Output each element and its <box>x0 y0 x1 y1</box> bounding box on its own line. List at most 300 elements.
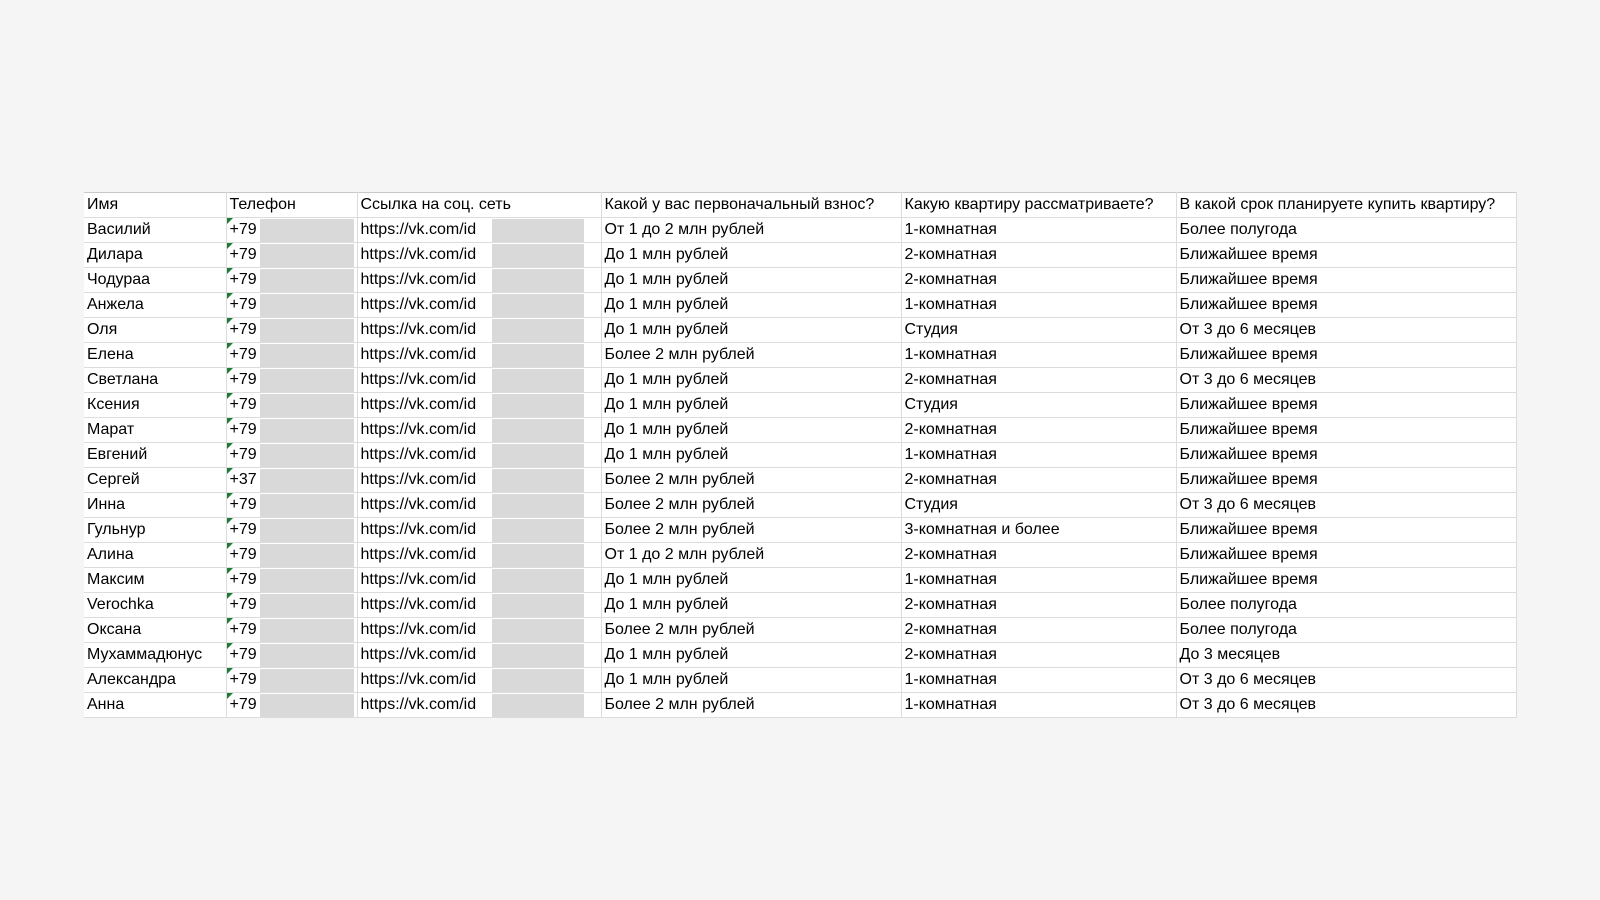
cell-name[interactable] <box>84 218 226 243</box>
cell-apartment-type-value: 3-комнатная и более <box>904 521 1060 538</box>
cell-social-link-value: https://vk.com/id <box>360 296 477 313</box>
cell-phone[interactable] <box>226 368 357 393</box>
cell-social-link[interactable] <box>357 343 601 368</box>
cell-social-link[interactable] <box>357 293 601 318</box>
cell-apartment-type[interactable] <box>901 693 1176 718</box>
cell-phone-value: +79 <box>229 671 257 688</box>
redaction-mask <box>260 494 354 517</box>
cell-down-payment[interactable] <box>601 443 901 468</box>
cell-down-payment[interactable] <box>601 318 901 343</box>
cell-purchase-term-value: Ближайшее время <box>1179 471 1318 488</box>
cell-down-payment-value: До 1 млн рублей <box>604 296 729 313</box>
header-phone[interactable]: Телефон <box>226 193 357 218</box>
cell-down-payment-value: Более 2 млн рублей <box>604 696 755 713</box>
cell-apartment-type-value: Студия <box>904 496 958 513</box>
cell-purchase-term[interactable] <box>1176 568 1516 593</box>
cell-purchase-term-value: Ближайшее время <box>1179 421 1318 438</box>
cell-name[interactable] <box>84 343 226 368</box>
cell-phone[interactable] <box>226 568 357 593</box>
cell-phone-value: +79 <box>229 521 257 538</box>
cell-social-link[interactable] <box>357 318 601 343</box>
cell-social-link-value: https://vk.com/id <box>360 221 477 238</box>
cell-social-link[interactable] <box>357 418 601 443</box>
cell-name-value: Инна <box>87 496 126 513</box>
cell-purchase-term-value: До 3 месяцев <box>1179 646 1281 663</box>
cell-social-link-value: https://vk.com/id <box>360 671 477 688</box>
redaction-mask <box>492 544 584 567</box>
cell-purchase-term-value: Более полугода <box>1179 596 1297 613</box>
redaction-mask <box>260 269 354 292</box>
cell-name-value: Оксана <box>87 621 142 638</box>
redaction-mask <box>260 519 354 542</box>
cell-apartment-type[interactable] <box>901 368 1176 393</box>
cell-apartment-type[interactable] <box>901 618 1176 643</box>
cell-purchase-term-value: Ближайшее время <box>1179 546 1318 563</box>
cell-down-payment[interactable] <box>601 393 901 418</box>
redaction-mask <box>260 669 354 692</box>
cell-social-link-value: https://vk.com/id <box>360 646 477 663</box>
cell-apartment-type-value: 1-комнатная <box>904 446 997 463</box>
cell-down-payment[interactable] <box>601 493 901 518</box>
cell-purchase-term-value: Ближайшее время <box>1179 446 1318 463</box>
table-row <box>84 418 1516 443</box>
cell-down-payment[interactable] <box>601 418 901 443</box>
cell-down-payment-value: До 1 млн рублей <box>604 371 729 388</box>
cell-purchase-term[interactable] <box>1176 418 1516 443</box>
cell-purchase-term[interactable] <box>1176 618 1516 643</box>
cell-name[interactable] <box>84 393 226 418</box>
cell-social-link[interactable] <box>357 643 601 668</box>
redaction-mask <box>260 244 354 267</box>
cell-phone[interactable] <box>226 493 357 518</box>
cell-phone[interactable] <box>226 443 357 468</box>
cell-phone[interactable] <box>226 618 357 643</box>
cell-social-link[interactable] <box>357 218 601 243</box>
cell-purchase-term[interactable] <box>1176 468 1516 493</box>
cell-down-payment[interactable] <box>601 293 901 318</box>
cell-social-link-value: https://vk.com/id <box>360 596 477 613</box>
cell-purchase-term[interactable] <box>1176 693 1516 718</box>
cell-apartment-type-value: 2-комнатная <box>904 621 997 638</box>
cell-social-link[interactable] <box>357 618 601 643</box>
cell-phone-value: +79 <box>229 221 257 238</box>
cell-phone-value: +79 <box>229 246 257 263</box>
cell-name[interactable] <box>84 518 226 543</box>
cell-purchase-term-value: От 3 до 6 месяцев <box>1179 371 1317 388</box>
redaction-mask <box>260 419 354 442</box>
cell-purchase-term[interactable] <box>1176 493 1516 518</box>
redaction-mask <box>260 594 354 617</box>
cell-apartment-type[interactable] <box>901 443 1176 468</box>
cell-down-payment[interactable] <box>601 518 901 543</box>
table-row <box>84 593 1516 618</box>
cell-purchase-term-value: От 3 до 6 месяцев <box>1179 696 1317 713</box>
cell-purchase-term[interactable] <box>1176 393 1516 418</box>
cell-apartment-type[interactable] <box>901 643 1176 668</box>
table-row <box>84 243 1516 268</box>
cell-purchase-term[interactable] <box>1176 268 1516 293</box>
cell-down-payment-value: Более 2 млн рублей <box>604 346 755 363</box>
cell-down-payment[interactable] <box>601 468 901 493</box>
header-purchase-term[interactable]: В какой срок планируете купить квартиру? <box>1176 193 1516 218</box>
cell-purchase-term[interactable] <box>1176 518 1516 543</box>
table-row <box>84 218 1516 243</box>
cell-phone-value: +79 <box>229 571 257 588</box>
cell-apartment-type-value: 2-комнатная <box>904 471 997 488</box>
cell-purchase-term-value: От 3 до 6 месяцев <box>1179 321 1317 338</box>
cell-apartment-type[interactable] <box>901 668 1176 693</box>
cell-purchase-term[interactable] <box>1176 368 1516 393</box>
header-social-link[interactable]: Ссылка на соц. сеть <box>357 193 601 218</box>
cell-purchase-term[interactable] <box>1176 593 1516 618</box>
cell-down-payment[interactable] <box>601 693 901 718</box>
cell-social-link[interactable] <box>357 543 601 568</box>
cell-down-payment-value: Более 2 млн рублей <box>604 621 755 638</box>
cell-social-link-value: https://vk.com/id <box>360 371 477 388</box>
table-row <box>84 693 1516 718</box>
cell-purchase-term[interactable] <box>1176 243 1516 268</box>
cell-name-value: Мухаммадюнус <box>87 646 203 663</box>
redaction-mask <box>492 244 584 267</box>
cell-name[interactable] <box>84 543 226 568</box>
cell-purchase-term[interactable] <box>1176 668 1516 693</box>
cell-purchase-term[interactable] <box>1176 443 1516 468</box>
cell-apartment-type-value: 2-комнатная <box>904 646 997 663</box>
redaction-mask <box>492 619 584 642</box>
cell-social-link[interactable] <box>357 668 601 693</box>
cell-apartment-type-value: 1-комнатная <box>904 296 997 313</box>
cell-purchase-term-value: От 3 до 6 месяцев <box>1179 496 1317 513</box>
cell-name[interactable] <box>84 418 226 443</box>
cell-apartment-type-value: 2-комнатная <box>904 596 997 613</box>
cell-phone-value: +79 <box>229 696 257 713</box>
cell-down-payment-value: До 1 млн рублей <box>604 596 729 613</box>
redaction-mask <box>492 269 584 292</box>
redaction-mask <box>260 694 354 717</box>
cell-purchase-term-value: Ближайшее время <box>1179 246 1318 263</box>
cell-phone[interactable] <box>226 418 357 443</box>
redaction-mask <box>260 444 354 467</box>
cell-apartment-type-value: 2-комнатная <box>904 546 997 563</box>
cell-social-link[interactable] <box>357 393 601 418</box>
cell-name[interactable] <box>84 318 226 343</box>
cell-social-link-value: https://vk.com/id <box>360 471 477 488</box>
redaction-mask <box>260 394 354 417</box>
cell-down-payment-value: От 1 до 2 млн рублей <box>604 221 765 238</box>
cell-down-payment[interactable] <box>601 568 901 593</box>
cell-phone-value: +79 <box>229 446 257 463</box>
cell-name[interactable] <box>84 293 226 318</box>
cell-purchase-term[interactable] <box>1176 218 1516 243</box>
redaction-mask <box>260 469 354 492</box>
table-row <box>84 493 1516 518</box>
cell-social-link-value: https://vk.com/id <box>360 321 477 338</box>
header-apartment-type[interactable]: Какую квартиру рассматриваете? <box>901 193 1176 218</box>
cell-social-link[interactable] <box>357 468 601 493</box>
redaction-mask <box>260 344 354 367</box>
cell-apartment-type[interactable] <box>901 343 1176 368</box>
redaction-mask <box>492 594 584 617</box>
cell-name[interactable] <box>84 468 226 493</box>
cell-purchase-term[interactable] <box>1176 343 1516 368</box>
cell-phone[interactable] <box>226 543 357 568</box>
cell-apartment-type-value: 1-комнатная <box>904 346 997 363</box>
cell-name[interactable] <box>84 668 226 693</box>
cell-down-payment-value: От 1 до 2 млн рублей <box>604 546 765 563</box>
cell-social-link[interactable] <box>357 243 601 268</box>
cell-social-link-value: https://vk.com/id <box>360 421 477 438</box>
cell-social-link[interactable] <box>357 568 601 593</box>
redaction-mask <box>260 569 354 592</box>
cell-apartment-type[interactable] <box>901 393 1176 418</box>
cell-social-link[interactable] <box>357 443 601 468</box>
cell-phone[interactable] <box>226 243 357 268</box>
redaction-mask <box>260 644 354 667</box>
cell-name-value: Дилара <box>87 246 143 263</box>
redaction-mask <box>492 519 584 542</box>
table-row <box>84 618 1516 643</box>
cell-purchase-term-value: Ближайшее время <box>1179 296 1318 313</box>
spreadsheet <box>84 192 1516 718</box>
cell-apartment-type-value: 1-комнатная <box>904 696 997 713</box>
cell-apartment-type[interactable] <box>901 493 1176 518</box>
cell-phone-value: +79 <box>229 421 257 438</box>
cell-down-payment[interactable] <box>601 668 901 693</box>
cell-phone[interactable] <box>226 393 357 418</box>
cell-down-payment[interactable] <box>601 243 901 268</box>
cell-social-link[interactable] <box>357 268 601 293</box>
cell-apartment-type[interactable] <box>901 593 1176 618</box>
cell-purchase-term-value: Ближайшее время <box>1179 346 1318 363</box>
cell-name[interactable] <box>84 243 226 268</box>
cell-apartment-type[interactable] <box>901 518 1176 543</box>
redaction-mask <box>492 569 584 592</box>
cell-phone[interactable] <box>226 218 357 243</box>
table-row <box>84 293 1516 318</box>
cell-down-payment-value: До 1 млн рублей <box>604 671 729 688</box>
cell-apartment-type[interactable] <box>901 568 1176 593</box>
cell-phone-value: +79 <box>229 546 257 563</box>
cell-down-payment[interactable] <box>601 543 901 568</box>
cell-down-payment[interactable] <box>601 643 901 668</box>
cell-social-link-value: https://vk.com/id <box>360 571 477 588</box>
cell-social-link-value: https://vk.com/id <box>360 621 477 638</box>
cell-social-link[interactable] <box>357 593 601 618</box>
cell-apartment-type-value: 2-комнатная <box>904 371 997 388</box>
cell-purchase-term-value: Более полугода <box>1179 221 1297 238</box>
cell-social-link[interactable] <box>357 518 601 543</box>
cell-purchase-term[interactable] <box>1176 543 1516 568</box>
cell-down-payment-value: До 1 млн рублей <box>604 571 729 588</box>
cell-down-payment[interactable] <box>601 618 901 643</box>
redaction-mask <box>492 419 584 442</box>
cell-purchase-term[interactable] <box>1176 643 1516 668</box>
table-row <box>84 343 1516 368</box>
cell-name-value: Александра <box>87 671 176 688</box>
cell-purchase-term-value: Ближайшее время <box>1179 521 1318 538</box>
cell-purchase-term-value: Ближайшее время <box>1179 396 1318 413</box>
cell-apartment-type[interactable] <box>901 468 1176 493</box>
cell-purchase-term-value: Ближайшее время <box>1179 571 1318 588</box>
table-row <box>84 368 1516 393</box>
cell-apartment-type-value: 1-комнатная <box>904 221 997 238</box>
table-row <box>84 568 1516 593</box>
redaction-mask <box>260 544 354 567</box>
table-row <box>84 393 1516 418</box>
cell-name-value: Анна <box>87 696 125 713</box>
table-row <box>84 318 1516 343</box>
cell-social-link-value: https://vk.com/id <box>360 446 477 463</box>
cell-social-link[interactable] <box>357 693 601 718</box>
cell-name-value: Марат <box>87 421 135 438</box>
cell-down-payment[interactable] <box>601 268 901 293</box>
redaction-mask <box>492 219 584 242</box>
cell-down-payment-value: До 1 млн рублей <box>604 646 729 663</box>
cell-apartment-type-value: 2-комнатная <box>904 246 997 263</box>
cell-phone-value: +79 <box>229 496 257 513</box>
cell-down-payment[interactable] <box>601 218 901 243</box>
cell-name-value: Сергей <box>87 471 140 488</box>
cell-social-link-value: https://vk.com/id <box>360 546 477 563</box>
cell-phone[interactable] <box>226 268 357 293</box>
header-down-payment[interactable]: Какой у вас первоначальный взнос? <box>601 193 901 218</box>
cell-down-payment[interactable] <box>601 343 901 368</box>
cell-apartment-type[interactable] <box>901 243 1176 268</box>
header-name[interactable]: Имя <box>84 193 226 218</box>
cell-apartment-type[interactable] <box>901 268 1176 293</box>
cell-name[interactable] <box>84 693 226 718</box>
cell-apartment-type-value: Студия <box>904 321 958 338</box>
cell-apartment-type[interactable] <box>901 543 1176 568</box>
cell-social-link-value: https://vk.com/id <box>360 346 477 363</box>
leads-table <box>84 192 1517 718</box>
cell-name-value: Ксения <box>87 396 140 413</box>
redaction-mask <box>492 394 584 417</box>
cell-phone-value: +37 <box>229 471 257 488</box>
cell-name-value: Verochka <box>87 596 154 613</box>
cell-down-payment[interactable] <box>601 368 901 393</box>
cell-phone[interactable] <box>226 468 357 493</box>
cell-apartment-type[interactable] <box>901 318 1176 343</box>
cell-name[interactable] <box>84 268 226 293</box>
cell-phone[interactable] <box>226 593 357 618</box>
header-row <box>84 193 1516 218</box>
cell-purchase-term-value: От 3 до 6 месяцев <box>1179 671 1317 688</box>
cell-name-value: Евгений <box>87 446 148 463</box>
table-row <box>84 468 1516 493</box>
cell-phone-value: +79 <box>229 646 257 663</box>
cell-down-payment-value: До 1 млн рублей <box>604 396 729 413</box>
cell-social-link-value: https://vk.com/id <box>360 521 477 538</box>
cell-phone[interactable] <box>226 343 357 368</box>
redaction-mask <box>260 294 354 317</box>
cell-down-payment-value: Более 2 млн рублей <box>604 471 755 488</box>
cell-phone-value: +79 <box>229 396 257 413</box>
cell-down-payment-value: Более 2 млн рублей <box>604 496 755 513</box>
cell-down-payment-value: До 1 млн рублей <box>604 446 729 463</box>
cell-name[interactable] <box>84 618 226 643</box>
cell-down-payment-value: До 1 млн рублей <box>604 321 729 338</box>
cell-purchase-term-value: Более полугода <box>1179 621 1297 638</box>
cell-down-payment-value: До 1 млн рублей <box>604 246 729 263</box>
redaction-mask <box>492 669 584 692</box>
cell-apartment-type-value: 2-комнатная <box>904 421 997 438</box>
cell-social-link[interactable] <box>357 493 601 518</box>
cell-phone[interactable] <box>226 318 357 343</box>
redaction-mask <box>260 219 354 242</box>
cell-phone-value: +79 <box>229 596 257 613</box>
table-row <box>84 518 1516 543</box>
cell-purchase-term-value: Ближайшее время <box>1179 271 1318 288</box>
cell-phone[interactable] <box>226 693 357 718</box>
redaction-mask <box>492 444 584 467</box>
cell-social-link-value: https://vk.com/id <box>360 496 477 513</box>
cell-name-value: Светлана <box>87 371 159 388</box>
cell-apartment-type[interactable] <box>901 418 1176 443</box>
table-row <box>84 543 1516 568</box>
cell-down-payment[interactable] <box>601 593 901 618</box>
cell-purchase-term[interactable] <box>1176 318 1516 343</box>
cell-name-value: Анжела <box>87 296 144 313</box>
table-row <box>84 268 1516 293</box>
cell-phone[interactable] <box>226 293 357 318</box>
cell-phone-value: +79 <box>229 371 257 388</box>
cell-apartment-type[interactable] <box>901 218 1176 243</box>
cell-down-payment-value: До 1 млн рублей <box>604 421 729 438</box>
cell-name-value: Елена <box>87 346 134 363</box>
cell-name-value: Чодураа <box>87 271 151 288</box>
cell-phone-value: +79 <box>229 271 257 288</box>
cell-name[interactable] <box>84 493 226 518</box>
cell-social-link[interactable] <box>357 368 601 393</box>
redaction-mask <box>492 694 584 717</box>
cell-name[interactable] <box>84 443 226 468</box>
redaction-mask <box>492 469 584 492</box>
cell-apartment-type-value: 2-комнатная <box>904 271 997 288</box>
cell-name-value: Алина <box>87 546 134 563</box>
table-row <box>84 668 1516 693</box>
redaction-mask <box>492 369 584 392</box>
cell-down-payment-value: Более 2 млн рублей <box>604 521 755 538</box>
cell-name[interactable] <box>84 643 226 668</box>
cell-name-value: Максим <box>87 571 145 588</box>
redaction-mask <box>260 369 354 392</box>
cell-social-link-value: https://vk.com/id <box>360 271 477 288</box>
cell-name[interactable] <box>84 368 226 393</box>
redaction-mask <box>492 319 584 342</box>
cell-phone-value: +79 <box>229 621 257 638</box>
redaction-mask <box>492 644 584 667</box>
redaction-mask <box>492 494 584 517</box>
cell-phone[interactable] <box>226 518 357 543</box>
cell-apartment-type[interactable] <box>901 293 1176 318</box>
cell-down-payment-value: До 1 млн рублей <box>604 271 729 288</box>
cell-name[interactable] <box>84 593 226 618</box>
cell-phone[interactable] <box>226 668 357 693</box>
table-row <box>84 643 1516 668</box>
cell-name-value: Оля <box>87 321 118 338</box>
cell-name[interactable] <box>84 568 226 593</box>
redaction-mask <box>260 319 354 342</box>
cell-name-value: Василий <box>87 221 151 238</box>
cell-social-link-value: https://vk.com/id <box>360 696 477 713</box>
cell-phone[interactable] <box>226 643 357 668</box>
redaction-mask <box>492 344 584 367</box>
cell-purchase-term[interactable] <box>1176 293 1516 318</box>
cell-social-link-value: https://vk.com/id <box>360 246 477 263</box>
cell-phone-value: +79 <box>229 346 257 363</box>
cell-social-link-value: https://vk.com/id <box>360 396 477 413</box>
